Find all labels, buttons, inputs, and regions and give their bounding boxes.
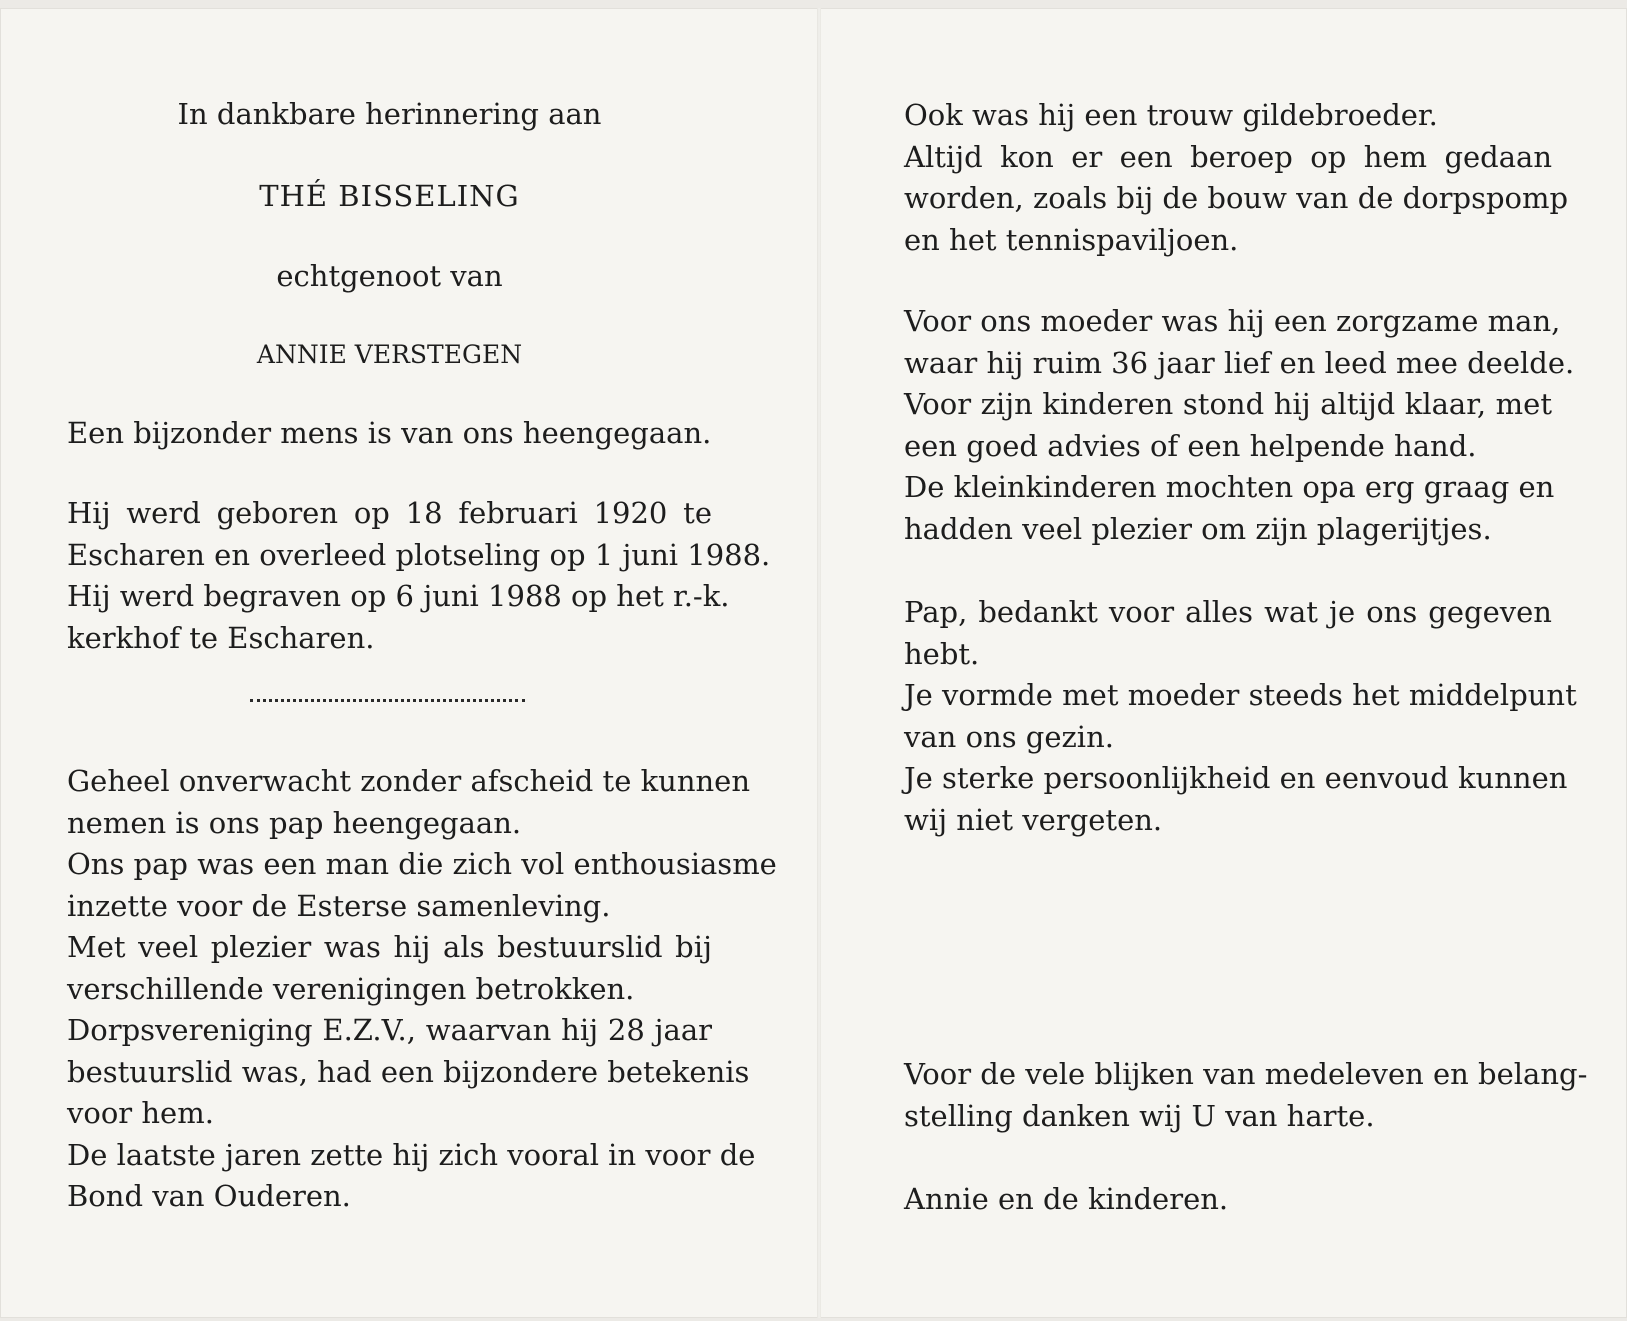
bio-line: verschillende verenigingen betrokken. — [67, 971, 635, 1006]
family-line: een goed advies of een helpende hand. — [904, 428, 1477, 463]
bio-line: inzette voor de Esterse samenleving. — [67, 888, 611, 923]
bio-line: Met veel plezier was hij als bestuurslid bij — [67, 930, 712, 964]
guild-line: worden, zoals bij de bouw van de dorpspomp — [904, 181, 1569, 215]
guild-line: Ook was hij een trouw gildebroeder. — [904, 98, 1438, 132]
bio-line: De laatste jaren zette hij zich vooral in voor de — [67, 1137, 756, 1172]
gratitude-line: Voor de vele blijken van medeleven en belang- — [904, 1057, 1588, 1091]
family-line: Voor zijn kinderen stond hij altijd klaar, met — [904, 387, 1552, 421]
thanks-pap-line: Je sterke persoonlijkheid en eenvoud kunnen — [904, 761, 1568, 795]
opening-line: Een bijzonder mens is van ons heengegaan. — [67, 416, 712, 450]
card-fold-line — [817, 8, 821, 1318]
birth-line: Hij werd geboren op 18 februari 1920 te — [67, 496, 712, 530]
signature: Annie en de kinderen. — [904, 1182, 1229, 1216]
bio-line: voor hem. — [67, 1096, 214, 1130]
thanks-pap-line: Pap, bedankt voor alles wat je ons gegeven — [904, 595, 1552, 629]
bio-line: Bond van Ouderen. — [67, 1179, 351, 1213]
thanks-pap-line: wij niet vergeten. — [904, 802, 1163, 837]
intro-text: In dankbare herinnering aan — [177, 97, 602, 131]
guild-line: en het tennispaviljoen. — [904, 222, 1239, 257]
birth-line: kerkhof te Escharen. — [67, 620, 375, 655]
thanks-pap-paragraph — [904, 592, 1577, 841]
bio-line: Dorpsvereniging E.Z.V., waarvan hij 28 jaar — [67, 1013, 712, 1047]
gratitude-line: stelling danken wij U van harte. — [904, 1098, 1375, 1133]
thanks-pap-line: Je vormde met moeder steeds het middelpunt — [904, 678, 1577, 712]
gratitude-paragraph — [904, 1054, 1588, 1137]
family-line: waar hij ruim 36 jaar lief en leed mee deelde. — [904, 345, 1575, 380]
dotted-divider — [250, 699, 525, 702]
family-line: De kleinkinderen mochten opa erg graag en — [904, 470, 1555, 504]
divider-dots — [67, 699, 525, 702]
family-paragraph — [904, 301, 1575, 550]
family-line: hadden veel plezier om zijn plagerijtjes. — [904, 511, 1492, 546]
guild-paragraph — [904, 95, 1569, 261]
bio-line: Geheel onverwacht zonder afscheid te kunnen — [67, 764, 751, 798]
bio-line: Ons pap was een man die zich vol enthousiasme — [67, 847, 777, 881]
deceased-name: THÉ BISSELING — [259, 179, 520, 213]
birth-line: Hij werd begraven op 6 juni 1988 op het r.-k. — [67, 579, 730, 613]
birth-line: Escharen en overleed plotseling op 1 juni 1988. — [67, 537, 771, 572]
bio-line: nemen is ons pap heengegaan. — [67, 805, 522, 840]
bio-paragraph — [67, 761, 777, 1218]
spouse-label: echtgenoot van — [276, 259, 503, 293]
thanks-pap-line: hebt. — [904, 636, 980, 671]
thanks-pap-line: van ons gezin. — [904, 719, 1114, 754]
spouse-name: ANNIE VERSTEGEN — [256, 340, 523, 369]
bio-line: bestuurslid was, had een bijzondere betekenis — [67, 1054, 750, 1089]
birth-paragraph — [67, 493, 771, 659]
guild-line: Altijd kon er een beroep op hem gedaan — [904, 139, 1552, 174]
family-line: Voor ons moeder was hij een zorgzame man, — [904, 304, 1561, 338]
